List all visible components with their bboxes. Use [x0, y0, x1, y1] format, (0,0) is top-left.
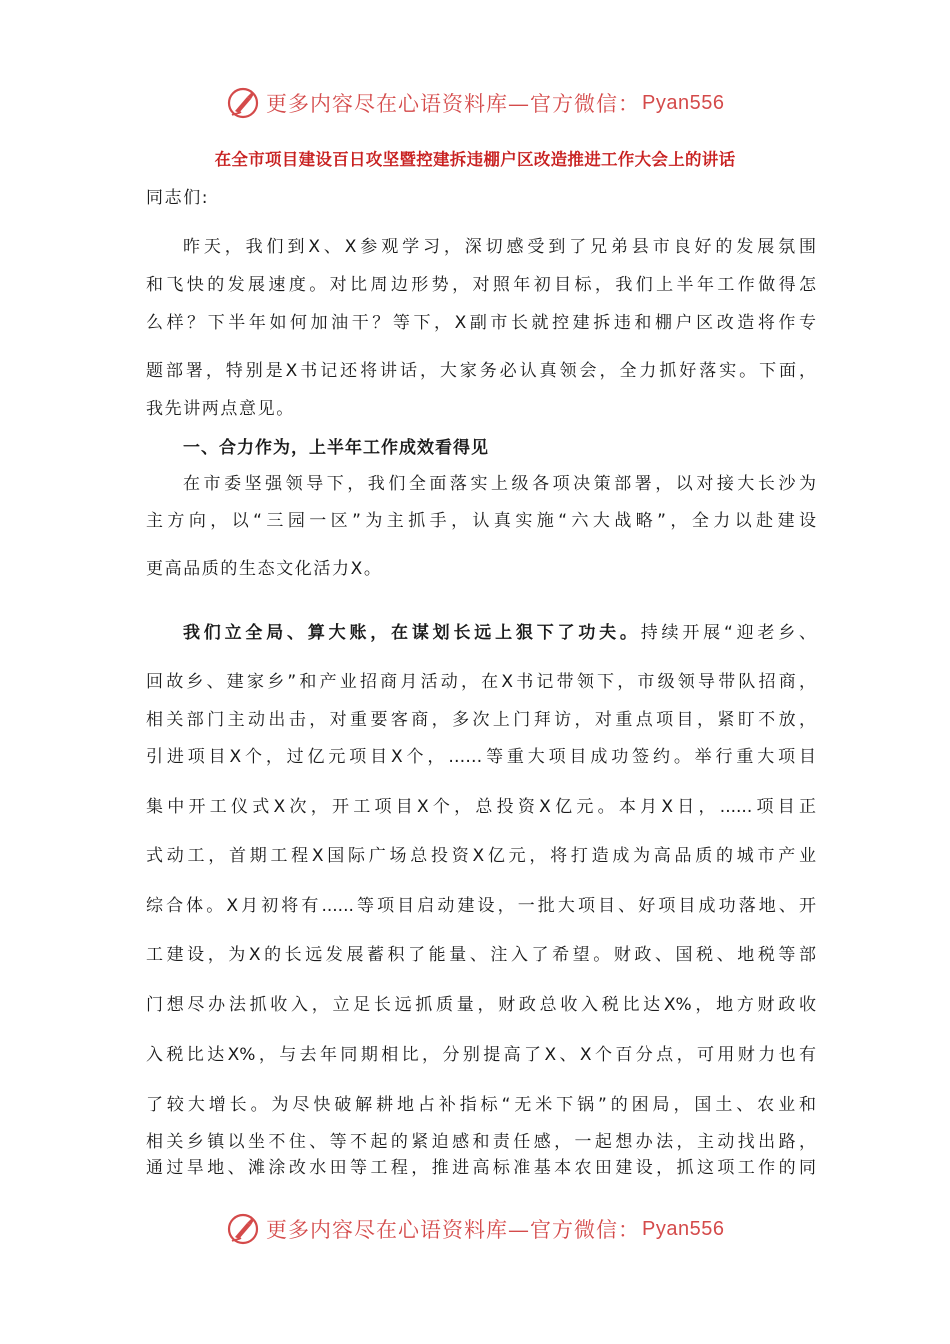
para2-line: 引进项目X个，过亿元项目X个，……等重大项目成功签约。举行重大项目 — [146, 747, 816, 767]
section-intro-line: 在市委坚强领导下，我们全面落实上级各项决策部署，以对接大长沙为 — [183, 474, 816, 494]
section-intro-line: 更高品质的生态文化活力X。 — [146, 559, 383, 579]
header-banner — [226, 86, 724, 120]
para2-line: 式动工，首期工程X国际广场总投资X亿元，将打造成为高品质的城市产业 — [146, 846, 816, 866]
para2-line: 了较大增长。为尽快破解耕地占补指标“无米下锅”的困局，国土、农业和 — [146, 1095, 816, 1115]
para2-line: 工建设，为X的长远发展蓄积了能量、注入了希望。财政、国税、地税等部 — [146, 945, 816, 965]
document-title: 在全市项目建设百日攻坚暨控建拆违棚户区改造推进工作大会上的讲话 — [214, 150, 736, 169]
intro-line: 么样？下半年如何加油干？等下，X副市长就控建拆违和棚户区改造将作专 — [146, 313, 816, 333]
para2-line: 集中开工仪式X次，开工项目X个，总投资X亿元。本月X日，......项目正 — [146, 797, 816, 817]
intro-line: 题部署，特别是X书记还将讲话，大家务必认真领会，全力抓好落实。下面， — [146, 361, 816, 381]
section-heading: 一、合力作为，上半年工作成效看得见 — [183, 438, 489, 458]
para2-bold-lead: 我们立全局、算大账，在谋划长远上狠下了功夫。 — [183, 623, 641, 643]
pen-nib-logo-icon — [226, 1212, 260, 1246]
para2-line: 通过旱地、滩涂改水田等工程，推进高标准基本农田建设，抓这项工作的同 — [146, 1158, 816, 1178]
banner-text: 更多内容尽在心语资料库—官方微信： — [266, 92, 640, 116]
banner-text: 更多内容尽在心语资料库—官方微信： — [266, 1218, 640, 1242]
footer-banner — [226, 1212, 724, 1246]
banner-handle: Pyan556 — [642, 91, 725, 114]
pen-nib-logo-icon — [226, 86, 260, 120]
para2-line: 入税比达X%，与去年同期相比，分别提高了X、X个百分点，可用财力也有 — [146, 1045, 816, 1065]
intro-line: 昨天，我们到X、X参观学习，深切感受到了兄弟县市良好的发展氛围 — [183, 237, 816, 257]
intro-line: 我先讲两点意见。 — [146, 399, 295, 419]
salutation: 同志们: — [146, 188, 210, 208]
para2-line: 综合体。X月初将有......等项目启动建设，一批大项目、好项目成功落地、开 — [146, 896, 816, 916]
banner-handle: Pyan556 — [642, 1217, 725, 1240]
section-intro-line: 主方向，以“三园一区”为主抓手，认真实施“六大战略”，全力以赴建设 — [146, 511, 816, 531]
para2-first-line — [183, 621, 816, 645]
para2-line: 相关部门主动出击，对重要客商，多次上门拜访，对重点项目，紧盯不放， — [146, 710, 816, 730]
para2-line: 相关乡镇以坐不住、等不起的紧迫感和责任感，一起想办法，主动找出路， — [146, 1132, 816, 1152]
para2-line: 门想尽办法抓收入，立足长远抓质量，财政总收入税比达X%，地方财政收 — [146, 995, 816, 1015]
para2-first-rest: 持续开展“迎老乡、 — [640, 623, 817, 643]
para2-line: 回故乡、建家乡”和产业招商月活动，在X书记带领下，市级领导带队招商， — [146, 672, 816, 692]
intro-line: 和飞快的发展速度。对比周边形势，对照年初目标，我们上半年工作做得怎 — [146, 275, 816, 295]
